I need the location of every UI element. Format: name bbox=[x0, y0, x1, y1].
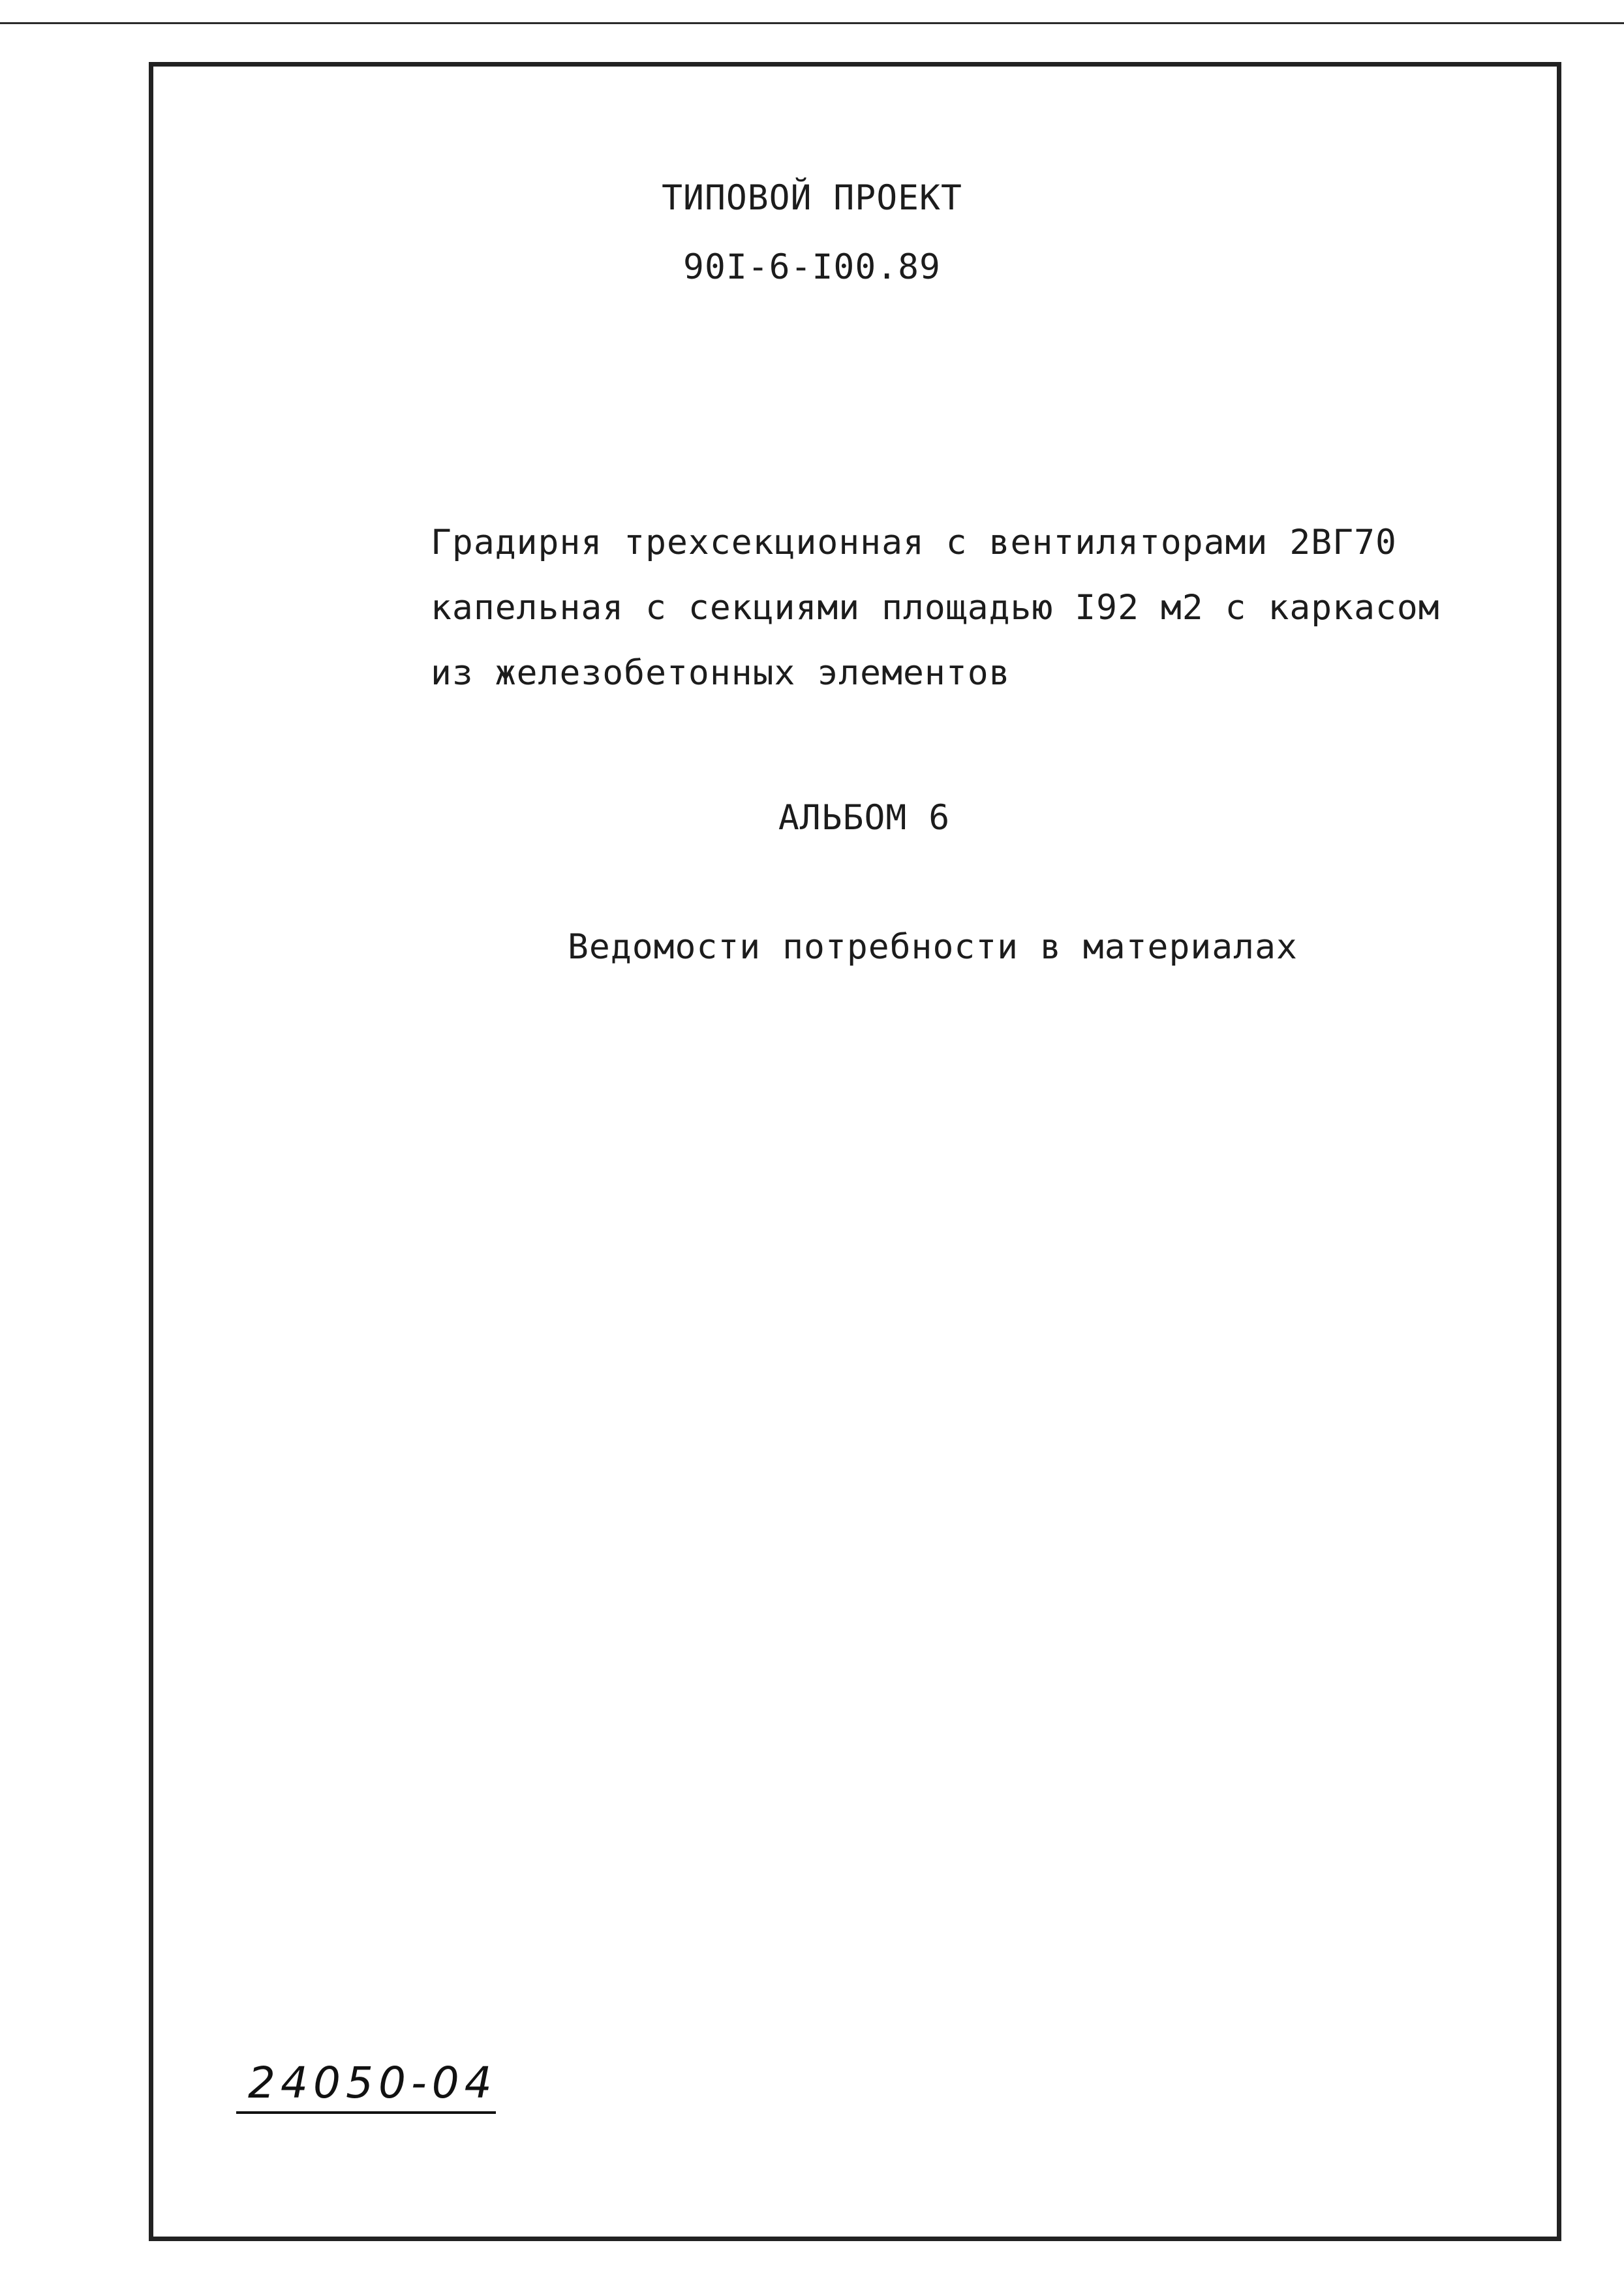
inventory-number: 24050-04 bbox=[248, 2058, 497, 2108]
document-subtitle: Ведомости потребности в материалах bbox=[568, 927, 1298, 967]
title-frame bbox=[149, 62, 1561, 2241]
inventory-number-underline bbox=[236, 2111, 496, 2114]
project-label: ТИПОВОЙ ПРОЕКТ bbox=[662, 178, 962, 218]
album-label: АЛЬБОМ 6 bbox=[778, 798, 951, 838]
title-line-3: из железобетонных элементов bbox=[431, 653, 1011, 693]
title-line-1: Градирня трехсекционная с вентиляторами 2ВГ70 bbox=[431, 523, 1397, 562]
project-number: 90I-6-I00.89 bbox=[683, 247, 941, 287]
title-line-2: капельная с секциями площадью I92 м2 с каркасом bbox=[431, 588, 1440, 628]
top-rule bbox=[0, 22, 1624, 24]
